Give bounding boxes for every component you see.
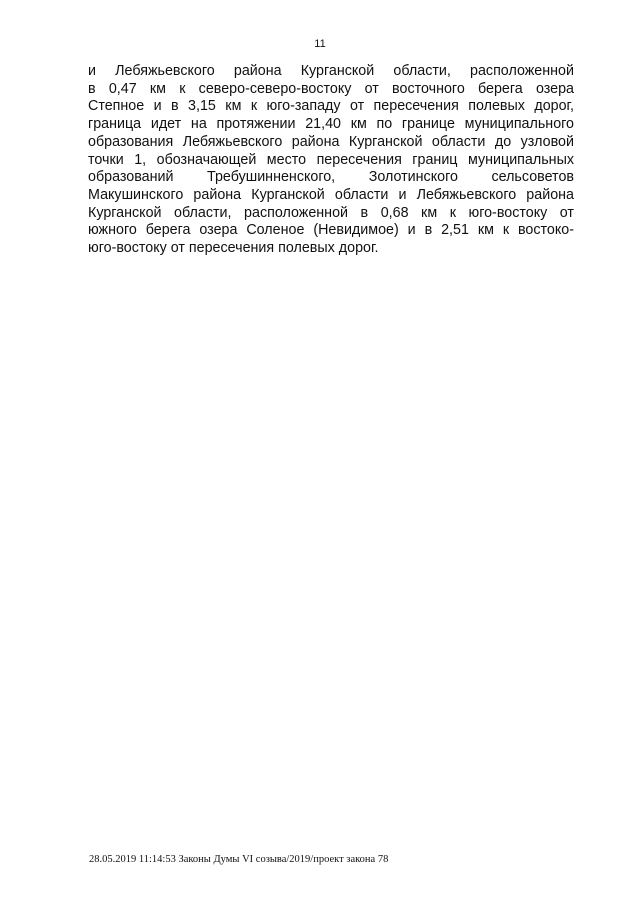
paragraph-line: точки 1, обозначающей место пересечения границ муниципальных (88, 151, 574, 168)
paragraph-line: образований Требушинненского, Золотинского сельсоветов (88, 169, 574, 186)
paragraph-line: образования Лебяжьевского района Курганской области до узловой (88, 133, 574, 150)
body-paragraph (88, 63, 574, 258)
paragraph-line: Степное и в 3,15 км к юго-западу от пересечения полевых дорог, (88, 98, 574, 115)
paragraph-line: и Лебяжьевского района Курганской области, расположенной (88, 63, 574, 79)
paragraph-line: юго-востоку от пересечения полевых дорог. (88, 240, 379, 257)
page-number: 11 (314, 38, 326, 50)
paragraph-line: южного берега озера Соленое (Невидимое) и в 2,51 км к востоко- (88, 222, 574, 239)
paragraph-line: Макушинского района Курганской области и Лебяжьевского района (88, 186, 574, 203)
paragraph-line: граница идет на протяжении 21,40 км по границе муниципального (88, 116, 574, 133)
page-footer: 28.05.2019 11:14:53 Законы Думы VI созыва/2019/проект закона 78 (89, 854, 389, 865)
paragraph-line: в 0,47 км к северо-северо-востоку от восточного берега озера (88, 80, 574, 97)
paragraph-line: Курганской области, расположенной в 0,68 км к юго-востоку от (88, 204, 574, 221)
